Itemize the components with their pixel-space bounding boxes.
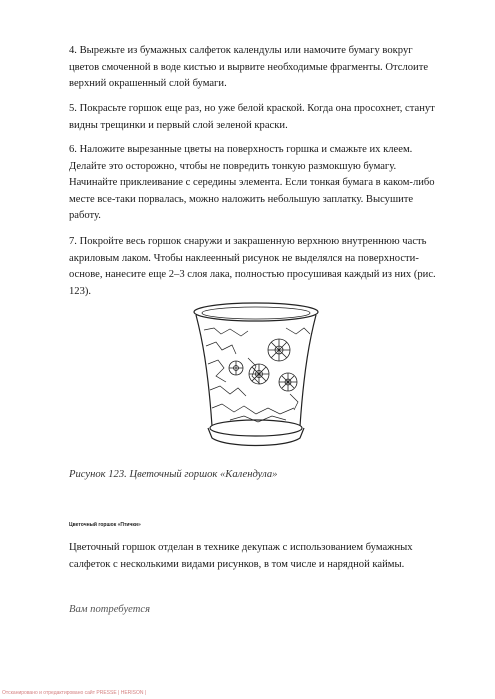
step-7-paragraph: 7. Покройте весь горшок снаружи и закрашенную верхнюю внутреннюю часть акриловым лаком. Чтобы наклеенный рисунок не выделялся на поверхности-основе, нанесите еще 2–3 слоя лака, полностью просушивая каждый из них (рис. 123). <box>69 236 436 297</box>
flower-pot-illustration-icon <box>186 298 326 458</box>
watermark-footer: Отсканировано и отредактировано сайт PRESSE | HERISON | <box>2 690 147 696</box>
section-intro-paragraph: Цветочный горшок отделан в технике декупаж с использованием бумажных салфеток с несколькими видами рисунков, в том числе и нарядной каймы. <box>69 542 413 570</box>
section-subheading: Цветочный горшок «Птички» <box>69 522 141 528</box>
materials-heading: Вам потребуется <box>69 604 151 615</box>
step-6-paragraph: 6. Наложите вырезанные цветы на поверхность горшка и смажьте их клеем. Делайте это осторожно, чтобы не повредить тонкую размокшую бумагу. Начинайте приклеивание с середины элемента. Если тонкая бумага в каком-либо месте все-таки порвалась, можно наложить небольшую заплатку. Высушите работу. <box>69 144 435 222</box>
step-4-paragraph: 4. Вырежьте из бумажных салфеток календулы или намочите бумагу вокруг цветов смоченной в воде кистью и вырвите необходимые фрагменты. Отслоите верхний окрашенный слой бумаги. <box>69 45 429 90</box>
step-5-paragraph: 5. Покрасьте горшок еще раз, но уже белой краской. Когда она просохнет, станут видны трещинки и первый слой зеленой краски. <box>69 103 435 131</box>
flower-pot-figure <box>186 298 326 458</box>
figure-caption: Рисунок 123. Цветочный горшок «Календула» <box>69 469 278 480</box>
